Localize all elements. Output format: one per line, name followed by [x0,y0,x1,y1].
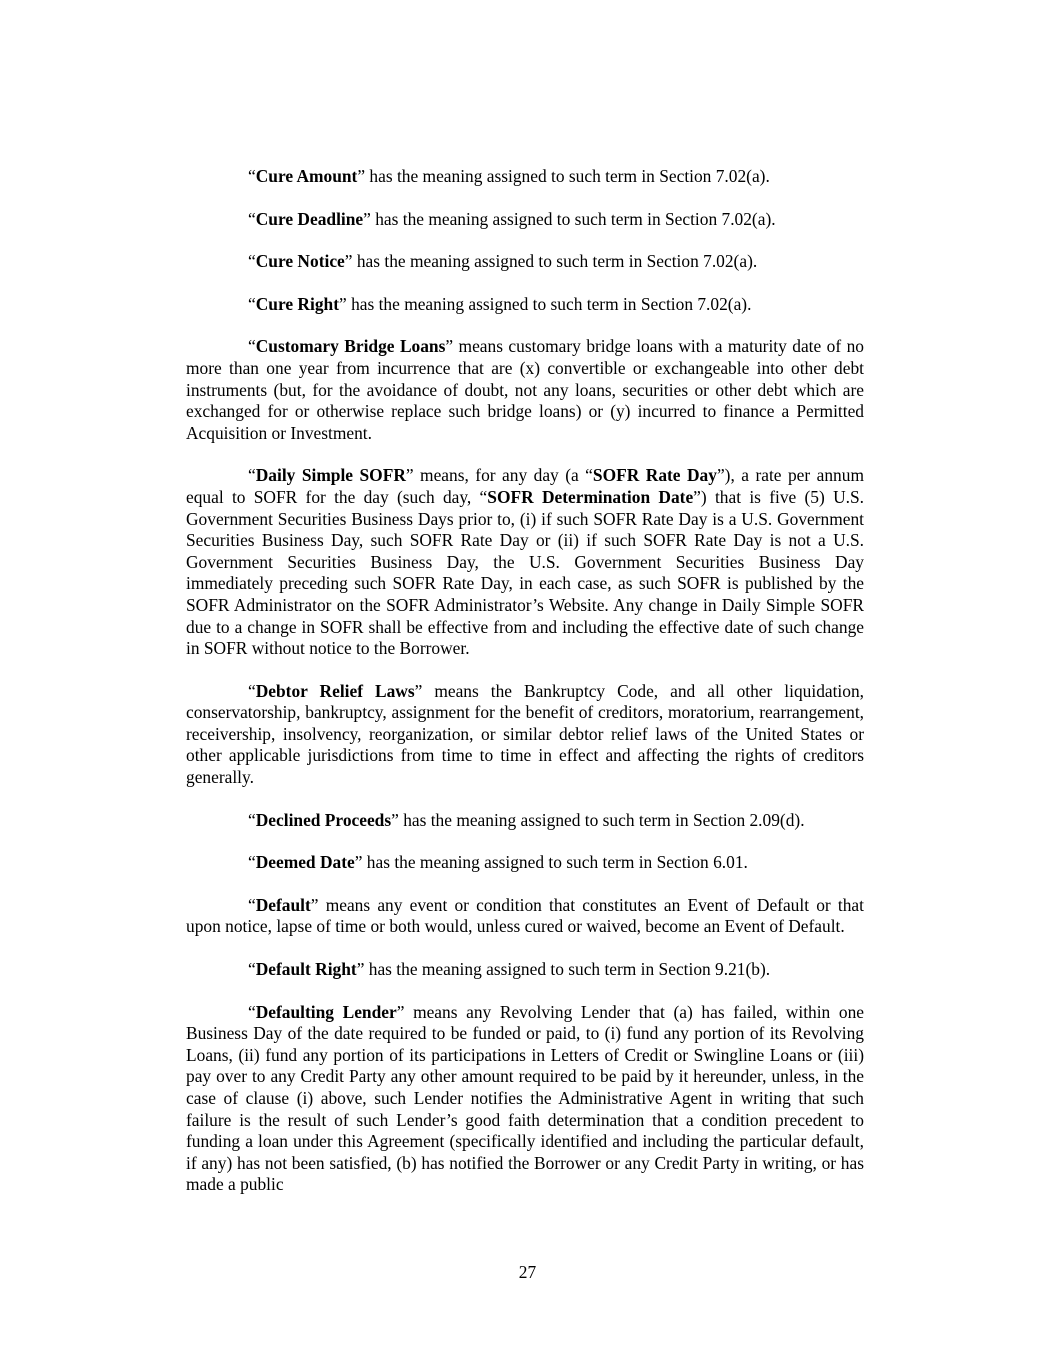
defined-term: Customary Bridge Loans [255,336,446,357]
definition-cure-notice: “Cure Notice” has the meaning assigned to such term in Section 7.02(a). [248,251,758,272]
defined-term: Cure Deadline [255,208,364,229]
defined-term: Default [255,894,311,915]
definition-customary-bridge-loans: “Customary Bridge Loans” means customary bridge loans with a maturity date of no more than one year from incurrence that are (x) convertible or exchangeable into other debt instruments (but, for the avoidance of doubt, not any loans, securities or other debt which are exchanged for or otherwise replace such bridge loans) or (y) incurred to finance a Permitted Acquisition or Investment. [186,336,864,443]
definition-default-right: “Default Right” has the meaning assigned to such term in Section 9.21(b). [248,959,771,980]
definition-cure-amount: “Cure Amount” has the meaning assigned to such term in Section 7.02(a). [248,166,770,186]
definition-debtor-relief-laws: “Debtor Relief Laws” means the Bankruptcy Code, and all other liquidation, conservatorship, bankruptcy, assignment for the benefit of creditors, moratorium, rearrangement, receivership, insolvency, reorganization, or similar debtor relief laws of the United States or other applicable jurisdictions from time to time in effect and affecting the rights of creditors generally. [186,680,865,788]
definition-cure-deadline: “Cure Deadline” has the meaning assigned to such term in Section 7.02(a). [248,208,776,229]
definition-default: “Default” means any event or condition that constitutes an Event of Default or that upon notice, lapse of time or both would, unless cured or waived, become an Event of Default. [186,894,864,937]
defined-term: Default Right [255,959,357,980]
defined-term: Declined Proceeds [255,809,392,830]
defined-term: Cure Amount [255,166,358,186]
definition-cure-right: “Cure Right” has the meaning assigned to such term in Section 7.02(a). [248,293,752,314]
defined-term: Debtor Relief Laws [255,680,415,701]
definition-daily-simple-sofr: “Daily Simple SOFR” means, for any day (a “SOFR Rate Day”), a rate per annum equal to SOFR for the day (such day, “SOFR Determination Date”) that is five (5) U.S. Government Securities Business Days prior to, (i) if such SOFR Rate Day is a U.S. Government Securities Business Day, such SOFR Rate Day or (ii) if such SOFR Rate Day is not a U.S. Government Securities Business Day, the U.S. Government Securities Business Day immediately preceding such SOFR Rate Day, in each case, as such SOFR is published by the SOFR Administrator on the SOFR Administrator’s Website. Any change in Daily Simple SOFR due to a change in SOFR shall be effective from and including the effective date of such change in SOFR without notice to the Borrower. [186,465,864,659]
defined-term: Deemed Date [255,852,355,873]
definitions-body [186,166,864,1217]
definition-deemed-date: “Deemed Date” has the meaning assigned to such term in Section 6.01. [248,852,748,873]
defined-term: Cure Notice [255,251,345,272]
defined-term: Defaulting Lender [255,1001,397,1022]
defined-term: SOFR Determination Date [487,486,694,507]
defined-term: SOFR Rate Day [592,465,717,486]
page-number: 27 [518,1262,537,1282]
definition-defaulting-lender: “Defaulting Lender” means any Revolving Lender that (a) has failed, within one Business Day of the date required to be funded or paid, to (i) fund any portion of its Revolving Loans, (ii) fund any portion of its participations in Letters of Credit or Swingline Loans or (iii) pay over to any Credit Party any other amount required to be paid by it hereunder, unless, in the case of clause (i) above, such Lender notifies the Administrative Agent in writing that such failure is the result of such Lender’s good faith determination that a condition precedent to funding a loan under this Agreement (specifically identified and including the particular default, if any) has not been satisfied, (b) has notified the Borrower or any Credit Party in writing, or has made a public [186,1001,864,1195]
definition-declined-proceeds: “Declined Proceeds” has the meaning assigned to such term in Section 2.09(d). [248,809,805,830]
defined-term: Cure Right [255,293,339,314]
defined-term: Daily Simple SOFR [255,465,406,486]
